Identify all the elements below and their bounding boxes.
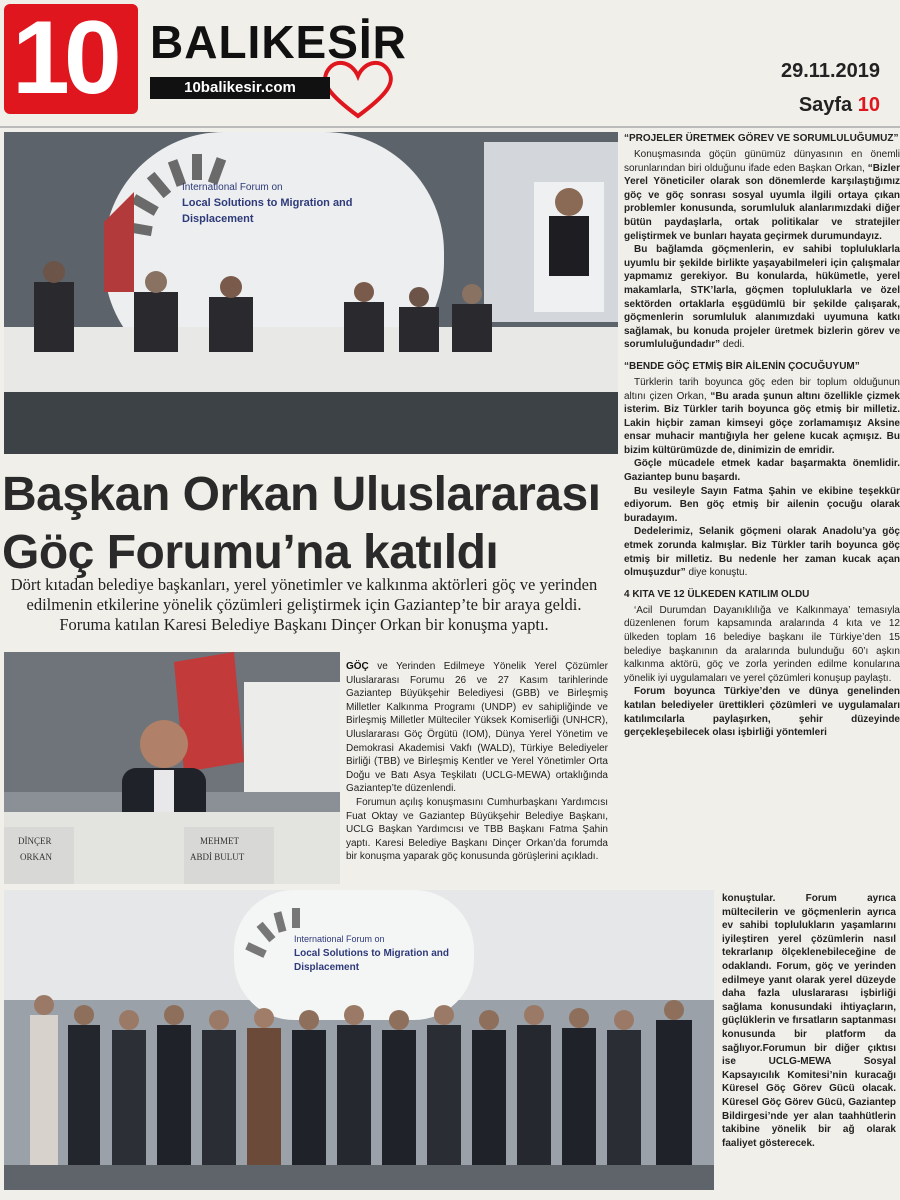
right-paragraph-4: Göçle mücadele etmek kadar başarmakta önemlidir. Gaziantep bunu başardı. <box>624 458 900 484</box>
right-paragraph-8: Forum boyunca Türkiye’den ve dünya genelinden katılan belediyeler ürettikleri çözümleri ve uygulamaları katılımcılarla paylaşırken, şehir düzeyinde gerçekleşebilecek olası işbirliği yöntemleri <box>624 686 900 739</box>
photo-speaker <box>4 652 340 884</box>
name-card-right-2: ABDİ BULUT <box>190 852 245 862</box>
right-paragraph-3: Türklerin tarih boyunca göç eden bir toplum olduğunun altını çizen Orkan, “Bu arada şunun altını özellikle çizmek isterim. Biz Türkler tarih boyunca göç etmiş bir milletiz. Lakin hiçbir zaman kimseyi göçe zorlamamışız Aksine ensar muhacir mantığıyla her gelene kucak açmışız. Bu bizim kültürümüzde de, dinimizin de emridir. <box>624 376 900 456</box>
headline-line2: Göç Forumu’na katıldı <box>2 526 499 579</box>
issue-date: 29.11.2019 <box>781 60 880 82</box>
right-paragraph-9: konuştular. Forum ayrıca mültecilerin ve göçmenlerin ayrıca ev sahibi toplulukların yaşamlarını iyileştiren yerel çözümlerin nasıl tekrarlanıp ölçeklenebileceğine de odaklandı. Forum, göç ve yerinden edilmeye yanıt olarak yerel düzeyde daha fazla uluslararası işbirliği sağlama konusundaki ihtiyaçların, güçlüklerin ve fırsatların saptanması konusunda bir platform da sağlıyor.Forumun bir diğer çıktısı ise UCLG-MEWA Sosyal Kapsayıcılık Komitesi’nin kuracağı Küresel Göç Görev Gücü olacak. Küresel Göç Görev Gücü, Gaziantep Bildirgesi’nde yer alan taahhütlerin takibine yönelik bir ağ olarak faaliyet gösterecek. <box>722 893 896 1149</box>
right-paragraph-7: ‘Acil Durumdan Dayanıklılığa ve Kalkınmaya’ temasıyla düzenlenen forum kapsamında aralarında 4 kıta ve 12 ülkeden toplam 16 belediye başkanı ile Türkiye’den 15 belediye başkanının da aralarında bulunduğu 60’ı aşkın kalkınma aktörü, göç ve zorla yerinden edilme konularına yönelik iyi uygulamaları ve yerel çözümleri konuşup paylaştı. <box>624 604 900 684</box>
page-number: 10 <box>857 94 880 116</box>
subhead-2: “BENDE GÖÇ ETMİŞ BİR AİLENİN ÇOCUĞUYUM” <box>624 360 860 372</box>
group-banner-line3: Displacement <box>294 962 360 973</box>
mid-paragraph-2: Forumun açılış konuşmasını Cumhurbaşkanı Yardımcısı Fuat Oktay ve Gaziantep Büyükşehir Belediye Başkanı, UCLG Başkan Yardımcısı ve TBB Başkanı Fatma Şahin yaptı. Karesi Belediye Başkanı Dinçer Orkan’da forumda bir konuşma yaparak göç konusunda görüşlerini açıkladı. <box>346 796 608 863</box>
mid-paragraph-1: GÖÇ ve Yerinden Edilmeye Yönelik Yerel Çözümler Uluslararası Forumu 26 ve 27 Kasım tarihlerinde Gaziantep Büyükşehir Belediyesi (GBB) ve Birleşmiş Milletler Kalkınma Programı (UNDP) ev sahipliğinde ve Birleşmiş Milletler Mülteciler Yüksek Komiserliği (UNHCR), Uluslararası Göç Örgütü (IOM), Dünya Yerel Yönetim ve Demokrasi Akademisi Vakfı (WALD), Türkiye Belediyeler Birliği (TBB) ve Birleşmiş Kentler ve Yerel Yönetimler Orta Doğu ve Batı Asya Teşkilatı (UCLG-MEWA) ortaklığında Gaziantep’te düzenlendi. <box>346 661 608 795</box>
right-paragraph-2: Bu bağlamda göçmenlerin, ev sahibi topluluklarla uyumlu bir şekilde birlikte yaşayabilmeleri için çalışmalar yapmamız gerekiyor. Bu konularda, hükümetle, yerel makamlarla, STK’larla, göçmen topluluklarla ve özel sektörden ortaklarla eşgüdümlü bir şekilde çalışarak, göçmenlerin sorumluluk alanımızdaki uyumuna katkı sağlamak, bu konuda projeler üretmek bizlerin görev ve sorumluluğundadır” dedi. <box>624 244 900 351</box>
name-card-right-1: MEHMET <box>200 836 239 846</box>
stage-banner-line2: Local Solutions to Migration and <box>182 197 353 209</box>
lead-word: GÖÇ <box>346 661 369 672</box>
stage-banner-line3: Displacement <box>182 213 254 225</box>
subhead-1: “PROJELER ÜRETMEK GÖREV VE SORUMLULUĞUMUZ” <box>624 133 899 144</box>
group-banner-line2: Local Solutions to Migration and <box>294 948 449 959</box>
heart-icon <box>318 54 398 124</box>
site-url[interactable]: 10balikesir.com <box>150 77 330 99</box>
subhead-3: 4 KITA VE 12 ÜLKEDEN KATILIM OLDU <box>624 588 810 600</box>
name-card-left-2: ORKAN <box>20 852 53 862</box>
right-column <box>624 132 900 740</box>
logo-number: 10 <box>12 0 116 116</box>
divider <box>0 126 900 128</box>
middle-column <box>346 660 608 864</box>
name-card-left-1: DİNÇER <box>18 836 52 846</box>
photo-panel-stage <box>4 132 618 454</box>
page-label: Sayfa <box>798 94 853 116</box>
group-banner-line1: International Forum on <box>294 934 385 944</box>
right-paragraph-1: Konuşmasında göçün günümüz dünyasının en önemli sorunlarından biri olduğunu ifade eden Başkan Orkan, “Bizler Yerel Yöneticiler olarak son dönemlerde karşılaştığımız göç ve göç sonrası sosyal uyumla ilgili ortaya çıkan problemler konusunda, sorumluluk alanlarımızdaki diğer bütün paydaşlarla, ortak politikalar ve stratejiler geliştirmek ve bunları hayata geçirmek durumundayız. <box>624 149 900 242</box>
page-indicator <box>799 94 880 117</box>
right-paragraph-5: Bu vesileyle Sayın Fatma Şahin ve ekibine teşekkür ediyorum. Ben göç etmiş bir ailenin çocuğu olarak buradayım. <box>624 485 900 524</box>
headline <box>2 466 622 582</box>
right-paragraph-6: Dedelerimiz, Selanik göçmeni olarak Anadolu’ya göç etmek zorunda kalmışlar. Biz Türkler tarih boyunca göç etmiş bir milletiz. Bu nedenle her zaman kucak açan olmuşuzdur” diye konuştu. <box>624 526 900 579</box>
right-column-continued <box>722 892 896 1150</box>
headline-line1: Başkan Orkan Uluslararası <box>2 468 601 521</box>
stage-banner-line1: International Forum on <box>182 182 283 193</box>
logo-name: BALIKESİR <box>150 16 407 68</box>
lede: Dört kıtadan belediye başkanları, yerel yönetimler ve kalkınma aktörleri göç ve yerinden edilmenin etkilerine yönelik çözümleri geliştirmek için Gaziantep’te bir araya geldi. Foruma katılan Karesi Belediye Başkanı Dinçer Orkan bir konuşma yaptı. <box>10 575 598 634</box>
photo-group <box>4 890 714 1190</box>
